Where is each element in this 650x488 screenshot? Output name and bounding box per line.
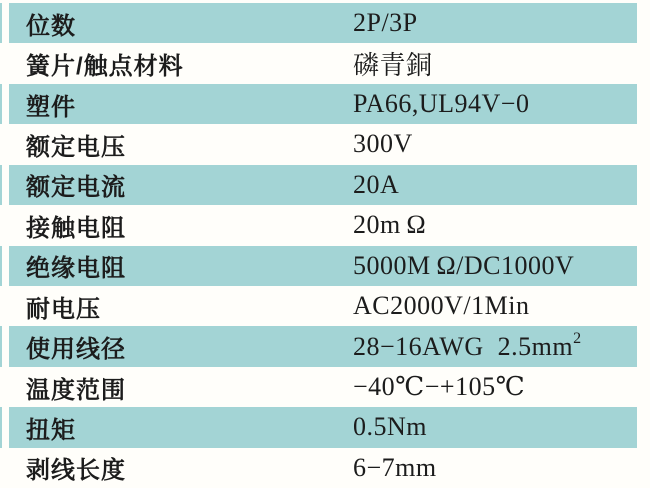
spec-row <box>0 448 637 488</box>
spec-value-text: 5000M Ω/DC1000V <box>353 250 575 280</box>
spec-value-text: PA66,UL94V−0 <box>353 89 530 119</box>
spec-row <box>0 165 637 205</box>
spec-value <box>353 291 637 321</box>
spec-label: 耐电压 <box>26 295 101 323</box>
spec-label: 塑件 <box>26 93 76 121</box>
spec-label: 接触电阻 <box>26 214 126 242</box>
spec-value-text: −40℃−+105℃ <box>353 372 526 401</box>
spec-value <box>353 45 637 82</box>
spec-value-text: 6−7mm <box>353 452 437 482</box>
spec-label: 剥线长度 <box>26 457 126 485</box>
spec-value-text: 28−16AWG 2.5mm <box>353 331 574 361</box>
spec-value <box>353 170 637 200</box>
left-stripe-decoration <box>2 0 9 488</box>
spec-value <box>353 8 637 38</box>
spec-value <box>353 89 637 119</box>
spec-value <box>353 412 637 442</box>
spec-row <box>0 3 637 43</box>
spec-row <box>0 326 637 366</box>
spec-row <box>0 407 637 447</box>
spec-value <box>353 453 637 483</box>
spec-value <box>353 329 637 362</box>
spec-label: 温度范围 <box>26 376 126 404</box>
spec-label: 使用线径 <box>26 336 126 364</box>
spec-value <box>353 251 637 281</box>
spec-row <box>0 367 637 407</box>
spec-row <box>0 286 637 326</box>
spec-value-text: 2P/3P <box>353 8 418 38</box>
spec-rows <box>0 3 637 488</box>
spec-value-text: AC2000V/1Min <box>353 291 530 321</box>
spec-row <box>0 124 637 164</box>
spec-row <box>0 84 637 124</box>
spec-label: 额定电流 <box>26 174 126 202</box>
spec-value-text: 300V <box>353 129 413 159</box>
spec-value-text: 磷青銅 <box>353 51 433 81</box>
spec-value-text: 0.5Nm <box>353 412 427 442</box>
spec-value-superscript: 2 <box>573 329 582 347</box>
spec-label: 绝缘电阻 <box>26 255 126 283</box>
spec-value-text: 20m Ω <box>353 210 427 240</box>
spec-value-text: 20A <box>353 169 400 199</box>
spec-value <box>353 210 637 240</box>
spec-label: 簧片/触点材料 <box>26 53 184 81</box>
spec-label: 额定电压 <box>26 133 126 161</box>
spec-row <box>0 246 637 286</box>
spec-row <box>0 205 637 245</box>
spec-label: 扭矩 <box>26 416 76 444</box>
spec-row <box>0 43 637 83</box>
spec-value <box>353 372 637 402</box>
spec-value <box>353 129 637 159</box>
spec-label: 位数 <box>26 12 76 40</box>
